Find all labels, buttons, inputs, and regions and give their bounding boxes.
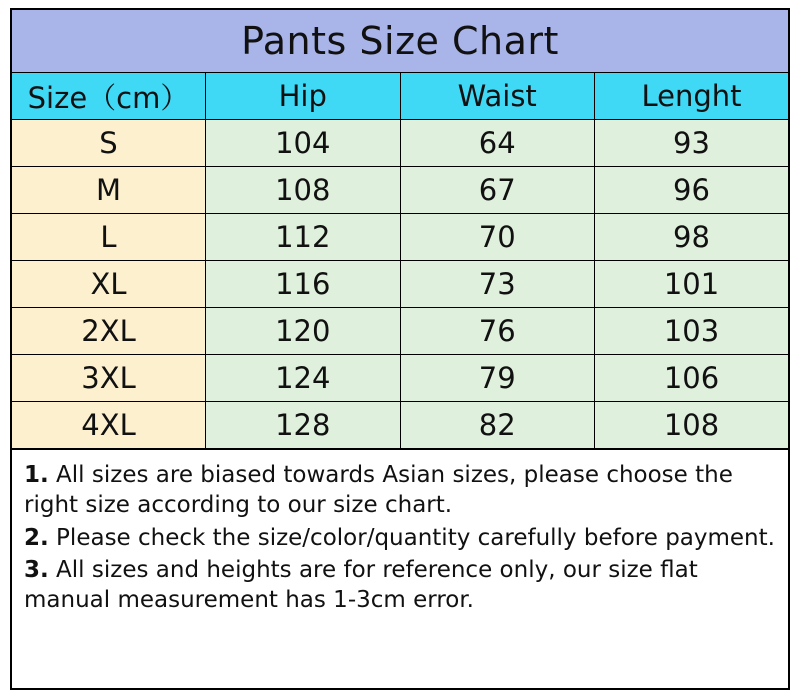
cell-waist: 64 [400, 120, 595, 167]
cell-waist: 70 [400, 214, 595, 261]
note-text: Please check the size/color/quantity carefully before payment. [48, 524, 775, 551]
note-number: 2. [24, 524, 49, 551]
pants-size-table [10, 8, 790, 450]
title-row [11, 9, 789, 73]
cell-length: 106 [595, 355, 790, 402]
cell-length: 93 [595, 120, 790, 167]
cell-size: 2XL [11, 308, 206, 355]
table-row [11, 355, 789, 402]
table-row [11, 308, 789, 355]
cell-hip: 112 [206, 214, 401, 261]
cell-hip: 104 [206, 120, 401, 167]
cell-waist: 82 [400, 402, 595, 450]
table-row [11, 214, 789, 261]
cell-length: 96 [595, 167, 790, 214]
notes-section [10, 450, 790, 690]
cell-length: 108 [595, 402, 790, 450]
cell-length: 98 [595, 214, 790, 261]
cell-hip: 124 [206, 355, 401, 402]
cell-waist: 76 [400, 308, 595, 355]
cell-size: XL [11, 261, 206, 308]
table-row [11, 402, 789, 450]
table-row [11, 261, 789, 308]
cell-size: 3XL [11, 355, 206, 402]
column-header-waist: Waist [400, 73, 595, 120]
cell-waist: 79 [400, 355, 595, 402]
note-item [24, 460, 776, 521]
cell-size: M [11, 167, 206, 214]
column-header-hip: Hip [206, 73, 401, 120]
cell-size: S [11, 120, 206, 167]
column-header-size: Size（cm） [11, 73, 206, 120]
cell-length: 101 [595, 261, 790, 308]
cell-hip: 120 [206, 308, 401, 355]
note-number: 1. [24, 462, 49, 488]
cell-hip: 116 [206, 261, 401, 308]
cell-size: 4XL [11, 402, 206, 450]
cell-size: L [11, 214, 206, 261]
note-text: All sizes and heights are for reference only, our size flat manual measurement has 1-3cm error. [24, 557, 698, 614]
cell-hip: 128 [206, 402, 401, 450]
cell-waist: 67 [400, 167, 595, 214]
table-row [11, 167, 789, 214]
table-row [11, 120, 789, 167]
note-item [24, 555, 776, 616]
note-number: 3. [24, 557, 49, 584]
chart-title: Pants Size Chart [11, 9, 789, 73]
cell-length: 103 [595, 308, 790, 355]
column-header-length: Lenght [595, 73, 790, 120]
note-text: All sizes are biased towards Asian sizes, please choose the right size according to our size chart. [24, 462, 733, 519]
table-header-row [11, 73, 789, 120]
note-item [24, 523, 776, 553]
cell-waist: 73 [400, 261, 595, 308]
cell-hip: 108 [206, 167, 401, 214]
